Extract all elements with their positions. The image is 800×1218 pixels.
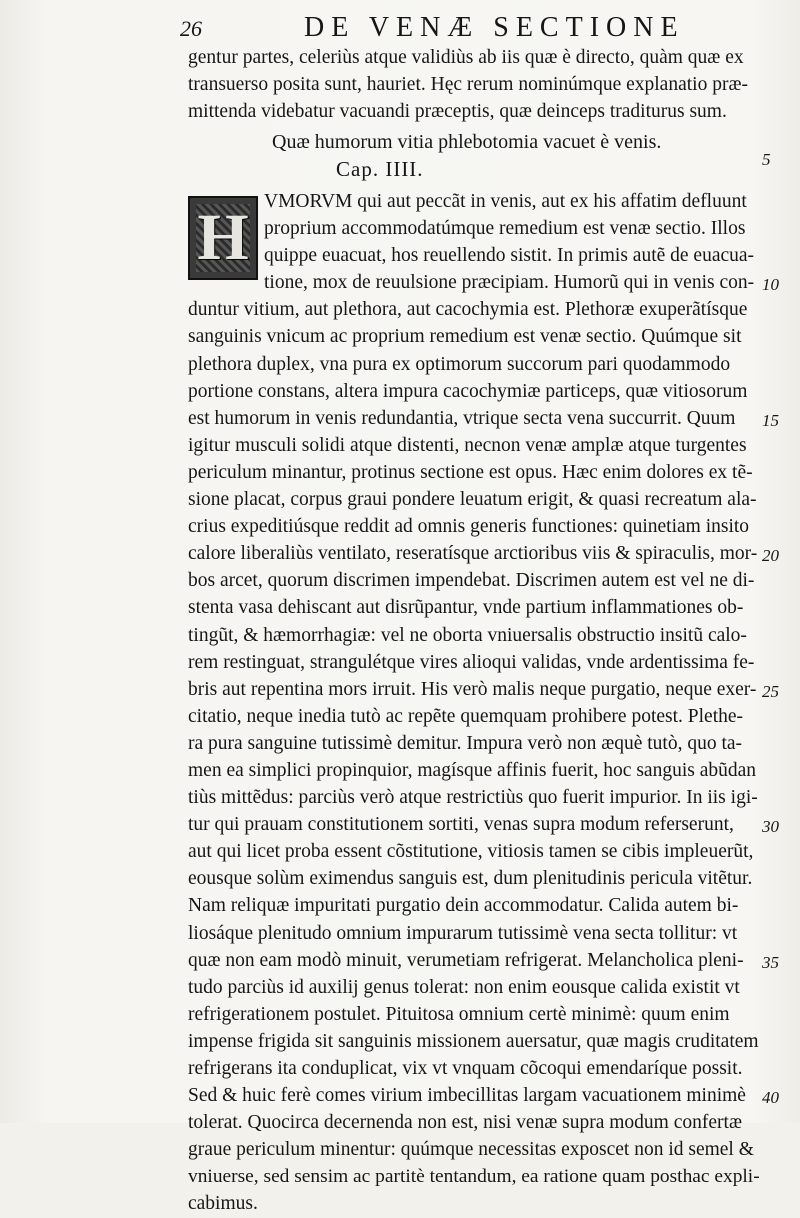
text-line: impense frigida sit sanguinis missionem auersatur, quæ magis cruditatem — [188, 1030, 759, 1052]
text-line: tur qui prauam constitutionem sortiti, venas supra modum referserunt, — [188, 814, 734, 836]
text-line: citatio, neque inedia tutò ac repẽte quemquam prohibere potest. Plethe- — [188, 705, 744, 727]
margin-line-number: 20 — [762, 546, 779, 566]
text-line: refrigerationem postulet. Pituitosa omnium certè minimè: quum enim — [188, 1003, 730, 1025]
text-line: sanguinis vnicum ac proprium remedium est venæ sectio. Quúmque sit — [188, 326, 742, 348]
text-line: quæ non eam modò minuit, verumetiam refrigerat. Melancholica pleni- — [188, 949, 744, 971]
text-line: vniuerse, sed sensim ac partitè tentandum, ea ratione quam posthac expli- — [188, 1166, 760, 1188]
text-line: sione placat, corpus graui pondere leuatum erigit, & quasi recreatum ala- — [188, 489, 757, 511]
page-header — [180, 10, 780, 44]
text-line: tudo parciùs id auxilij genus tolerat: non enim eousque calida existit vt — [188, 976, 740, 998]
text-line: bris aut repentina mors irruit. His verò malis neque purgatio, neque exer- — [188, 678, 757, 700]
text-line: quippe euacuat, hos reuellendo sistit. In primis autẽ de euacua- — [264, 245, 755, 267]
text-line: bos arcet, quorum discrimen impendebat. Discrimen autem est vel ne di- — [188, 570, 755, 592]
text-line: graue periculum minentur: quúmque necessitas exposcet non id semel & — [188, 1139, 754, 1161]
margin-line-number: 15 — [762, 410, 779, 430]
text-line: plethora duplex, vna pura ex optimorum succorum pari quodammodo — [188, 353, 731, 375]
text-line: portione constans, altera impura cacochymiæ particeps, quæ vitiosorum — [188, 380, 748, 402]
text-line: tione, mox de reuulsione præcipiam. Humorũ qui in venis con- — [264, 272, 755, 294]
margin-line-number: 25 — [762, 681, 779, 701]
text-line: Nam reliquæ impuritati purgatio dein accommodatur. Calida autem bi- — [188, 895, 739, 917]
text-line: men ea simplici propinquior, magísque affinis fuerit, hoc sanguis abũdan — [188, 759, 757, 781]
text-line: crius expeditiúsque reddit ad omnis generis functiones: quinetiam insito — [188, 516, 750, 538]
text-line: gentur partes, celeriùs atque validiùs ab iis quæ è directo, quàm quæ ex — [188, 47, 744, 68]
text-line: tingũt, & hæmorrhagiæ: vel ne oborta vniuersalis obstructio insitũ calo- — [188, 624, 747, 646]
chapter-title: Quæ humorum vitia phlebotomia vacuet è venis. — [272, 131, 662, 153]
text-line: calore liberaliùs ventilato, reseratísque arctioribus viis & spiraculis, mor- — [188, 543, 758, 565]
margin-line-number: 30 — [762, 817, 779, 837]
text-line: stenta vasa dehiscant aut disrũpantur, vnde partium inflammationes ob- — [188, 597, 744, 619]
text-line: refrigerans ita conduplicat, vix vt vnquam cõcoqui emendaríque possit. — [188, 1058, 743, 1079]
chapter-body — [188, 188, 760, 1218]
text-line: rem restinguat, strangulétque vires alioqui validas, vnde ardentissima fe- — [188, 651, 755, 673]
text-line: tiùs mittẽdus: parciùs verò atque restrictiùs quo fuerit impurior. In iis igi- — [188, 787, 758, 809]
text-line: periculum minantur, protinus sectione est opus. Hæc enim dolores ex tẽ- — [188, 461, 753, 483]
text-line: est humorum in venis redundantia, vtrique secta vena succurrit. Quum — [188, 407, 736, 429]
text-line: eousque solùm eximendus sanguis est, dum plenitudinis pericula vitẽtur. — [188, 868, 753, 890]
text-line: duntur vitium, aut plethora, aut cacochymia est. Plethoræ exuperãtísque — [188, 299, 748, 321]
margin-line-number: 5 — [762, 150, 771, 169]
text-line: aut qui licet proba essent cõstitutione, vitiosis tamen se cibis impleuerũt, — [188, 841, 754, 863]
text-line: mittenda videbatur vacuandi præceptis, quæ deinceps traditurus sum. — [188, 101, 727, 123]
chapter-number: Cap. IIII. — [336, 157, 424, 181]
opening-paragraph — [188, 44, 760, 125]
margin-line-number: 35 — [762, 952, 779, 972]
margin-line-number: 40 — [762, 1088, 779, 1108]
text-line: tolerat. Quocirca decernenda non est, nisi venæ supra modum confertæ — [188, 1112, 742, 1134]
text-line: liosáque plenitudo omnium impurarum tutissimè vena secta tollitur: vt — [188, 922, 738, 944]
text-line: VMORVM qui aut peccãt in venis, aut ex his affatim defluunt — [264, 191, 747, 212]
initial-letter: H — [197, 201, 249, 274]
text-line: igitur musculi solidi atque distenti, necnon venæ amplæ atque turgentes — [188, 434, 747, 456]
text-line: Sed & huic ferè comes virium imbecillitas largam vacuationem minimè — [188, 1085, 746, 1107]
running-title: DE VENÆ SECTIONE — [304, 12, 685, 43]
text-line: cabimus. — [188, 1193, 258, 1215]
margin-line-number: 10 — [762, 275, 779, 295]
page-number: 26 — [180, 16, 202, 41]
text-line: ra pura sanguine tutissimè demitur. Impura verò non æquè tutò, quo ta- — [188, 732, 743, 754]
text-line: transuerso posita sunt, hauriet. Hęc rerum nominúmque explanatio præ- — [188, 74, 748, 96]
text-line: proprium accommodatúmque remedium est venæ sectio. Illos — [264, 218, 746, 240]
